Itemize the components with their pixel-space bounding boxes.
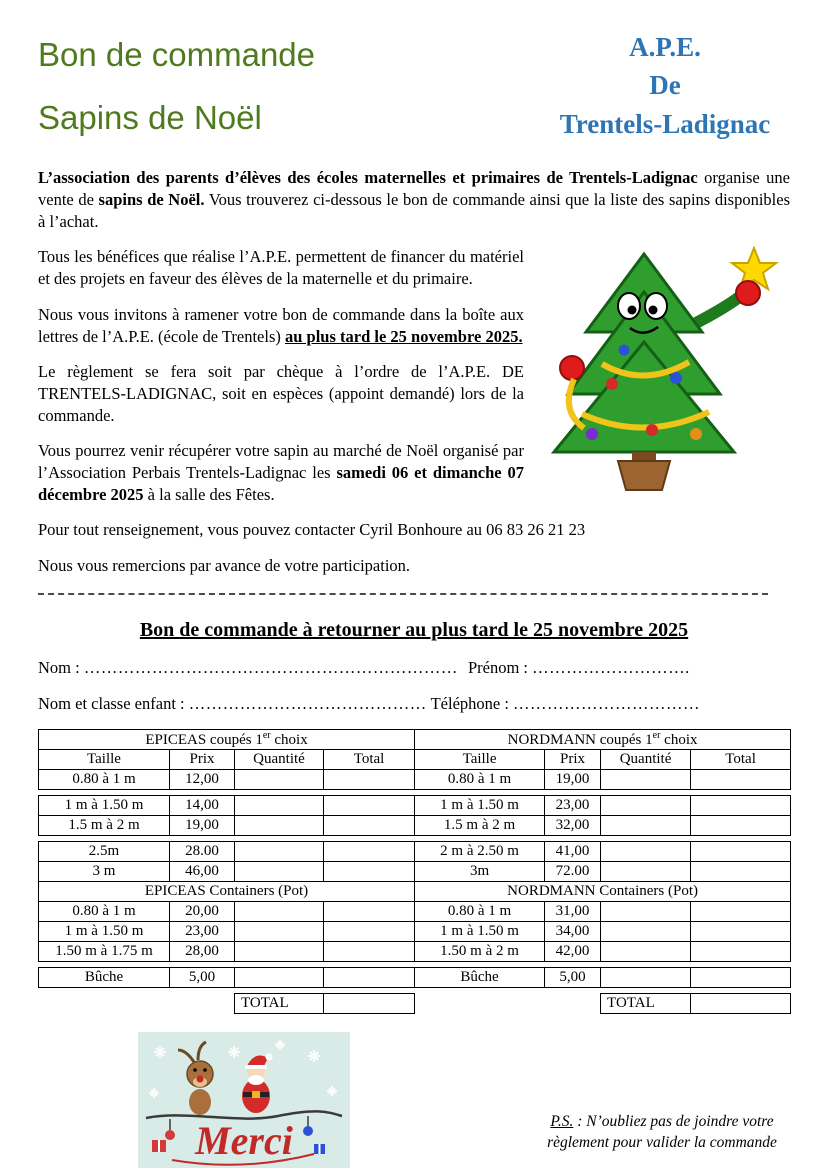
total-cell[interactable] xyxy=(691,921,791,941)
eye-left xyxy=(618,293,640,319)
total-cell[interactable] xyxy=(324,967,415,987)
prix-cell: 46,00 xyxy=(170,861,235,881)
ornament xyxy=(646,424,658,436)
prix-cell: 19,00 xyxy=(545,769,601,789)
col-header-prix: Prix xyxy=(545,749,601,769)
table-row xyxy=(39,841,791,861)
paragraph-contact: Pour tout renseignement, vous pouvez contacter Cyril Bonhoure au 06 83 26 21 23 xyxy=(38,520,586,540)
prix-cell: 28,00 xyxy=(170,941,235,961)
prix-cell: 28.00 xyxy=(170,841,235,861)
text-run: Vous pourrez venir récupérer votre sapin au marché de Noël organisé par l’Association Perbais Trentels-Ladignac les xyxy=(38,441,524,483)
prix-cell: 19,00 xyxy=(170,815,235,835)
nordmann-container-title: NORDMANN Containers (Pot) xyxy=(415,881,791,901)
total-cell[interactable] xyxy=(691,941,791,961)
nom-label: Nom : xyxy=(38,657,80,677)
text-run: Vous trouverez ci-dessous le bon de commande ainsi que la liste des sapins disponibles à l’achat. xyxy=(38,190,791,232)
ps-text: : N’oubliez pas de joindre votre règlement pour valider la commande xyxy=(547,1112,777,1151)
title-text: choix xyxy=(270,731,308,748)
total-cell[interactable] xyxy=(324,941,415,961)
quantity-cell[interactable] xyxy=(601,921,691,941)
ornament xyxy=(303,1126,313,1136)
intro-text xyxy=(38,167,790,577)
prix-cell: 72.00 xyxy=(545,861,601,881)
quantity-cell[interactable] xyxy=(601,769,691,789)
col-header-taille: Taille xyxy=(39,749,170,769)
table-total-row xyxy=(39,993,791,1013)
prix-cell: 5,00 xyxy=(545,967,601,987)
merci-illustration xyxy=(138,1032,350,1168)
text-run: organise une vente de xyxy=(38,167,790,210)
prix-cell: 5,00 xyxy=(170,967,235,987)
taille-cell: 0.80 à 1 m xyxy=(39,769,170,789)
col-header-prix: Prix xyxy=(170,749,235,769)
total-cell[interactable] xyxy=(324,769,415,789)
total-cell[interactable] xyxy=(691,861,791,881)
tree-trunk xyxy=(632,452,656,461)
taille-cell: 0.80 à 1 m xyxy=(39,901,170,921)
tree-bottom xyxy=(554,342,734,452)
quantity-cell[interactable] xyxy=(601,795,691,815)
empty-cell xyxy=(545,993,601,1013)
table-row xyxy=(39,815,791,835)
prix-cell: 23,00 xyxy=(545,795,601,815)
prix-cell: 32,00 xyxy=(545,815,601,835)
prix-cell: 14,00 xyxy=(170,795,235,815)
total-cell[interactable] xyxy=(324,861,415,881)
document-header xyxy=(38,26,790,143)
nom-field[interactable]: ………………………………………………………… xyxy=(83,657,458,677)
pupil-right xyxy=(649,306,658,315)
taille-cell: 0.80 à 1 m xyxy=(415,769,545,789)
table-row xyxy=(39,967,791,987)
christmas-tree-illustration xyxy=(534,246,790,492)
taille-cell: 1.5 m à 2 m xyxy=(39,815,170,835)
paragraph-reglement: Le règlement se fera soit par chèque à l’ordre de l’A.P.E. DE TRENTELS-LADIGNAC, soit en espèces (appoint demandé) lors de la commande. xyxy=(38,361,524,425)
epiceas-container-title: EPICEAS Containers (Pot) xyxy=(39,881,415,901)
quantity-cell[interactable] xyxy=(235,921,324,941)
table-row xyxy=(39,901,791,921)
taille-cell: 3m xyxy=(415,861,545,881)
quantity-cell[interactable] xyxy=(235,841,324,861)
order-table xyxy=(38,729,791,1014)
text-run: à la salle des Fêtes. xyxy=(143,485,275,505)
total-cell[interactable] xyxy=(691,967,791,987)
ornament xyxy=(586,428,598,440)
taille-cell: 1 m à 1.50 m xyxy=(39,921,170,941)
telephone-label: Téléphone : xyxy=(430,693,509,713)
prix-cell: 23,00 xyxy=(170,921,235,941)
total-cell[interactable] xyxy=(691,795,791,815)
text-run: Nous vous invitons à ramener votre bon de commande dans la boîte aux lettres de l’A.P.E. (école de Trentels) xyxy=(38,304,524,346)
quantity-cell[interactable] xyxy=(235,769,324,789)
prix-cell: 34,00 xyxy=(545,921,601,941)
red-glove-right xyxy=(736,281,760,305)
grand-total-cell[interactable] xyxy=(691,993,791,1013)
quantity-cell[interactable] xyxy=(601,841,691,861)
taille-cell: 1.50 m à 1.75 m xyxy=(39,941,170,961)
taille-cell: 1.50 m à 2 m xyxy=(415,941,545,961)
title-text: choix xyxy=(660,731,698,748)
quantity-cell[interactable] xyxy=(601,815,691,835)
org-name xyxy=(540,26,790,143)
total-cell[interactable] xyxy=(324,841,415,861)
taille-cell: 3 m xyxy=(39,861,170,881)
ornament xyxy=(619,345,630,356)
quantity-cell[interactable] xyxy=(601,901,691,921)
quantity-cell[interactable] xyxy=(601,941,691,961)
total-cell[interactable] xyxy=(324,795,415,815)
col-header-taille: Taille xyxy=(415,749,545,769)
prenom-label: Prénom : xyxy=(467,657,529,677)
total-label: TOTAL xyxy=(601,993,691,1013)
doc-title-line2: Sapins de Noël xyxy=(38,99,262,136)
table-row xyxy=(39,795,791,815)
empty-cell xyxy=(170,993,235,1013)
taille-cell: Bûche xyxy=(415,967,545,987)
taille-cell: 2.5m xyxy=(39,841,170,861)
total-cell[interactable] xyxy=(324,901,415,921)
form-line-nom xyxy=(38,658,790,678)
total-cell[interactable] xyxy=(691,841,791,861)
ornament xyxy=(690,428,702,440)
prix-cell: 20,00 xyxy=(170,901,235,921)
total-cell[interactable] xyxy=(691,901,791,921)
deadline-text: au plus tard le 25 novembre 2025. xyxy=(284,326,523,346)
taille-cell: 1 m à 1.50 m xyxy=(415,921,545,941)
ps-label: P.S. xyxy=(550,1112,574,1130)
taille-cell: 1 m à 1.50 m xyxy=(39,795,170,815)
org-line3: Trentels-Ladignac xyxy=(559,108,771,139)
epiceas-cut-title xyxy=(39,729,415,749)
table-section-title-row xyxy=(39,729,791,749)
red-glove-left xyxy=(560,356,584,380)
quantity-cell[interactable] xyxy=(601,967,691,987)
total-cell[interactable] xyxy=(691,769,791,789)
total-cell[interactable] xyxy=(324,815,415,835)
col-header-quantite: Quantité xyxy=(235,749,324,769)
classe-label: Nom et classe enfant : xyxy=(38,693,185,713)
prix-cell: 31,00 xyxy=(545,901,601,921)
table-section-title-row xyxy=(39,881,791,901)
title-sup: er xyxy=(652,729,661,741)
nordmann-cut-title xyxy=(415,729,791,749)
taille-cell: 1 m à 1.50 m xyxy=(415,795,545,815)
ornament xyxy=(670,372,682,384)
tree-pot xyxy=(618,461,670,490)
prenom-field[interactable]: ………………………. xyxy=(532,657,690,677)
paragraph-remerciement: Nous vous remercions par avance de votre participation. xyxy=(38,555,411,575)
table-row xyxy=(39,861,791,881)
total-cell[interactable] xyxy=(324,921,415,941)
quantity-cell[interactable] xyxy=(235,861,324,881)
bottom-section xyxy=(38,1032,790,1168)
total-cell[interactable] xyxy=(691,815,791,835)
table-row xyxy=(39,769,791,789)
order-form-heading xyxy=(38,619,790,642)
market-dates-text: samedi 06 et dimanche 07 décembre 2025 xyxy=(38,463,524,505)
telephone-field[interactable]: …………………………… xyxy=(513,693,701,713)
empty-cell xyxy=(39,993,170,1013)
empty-cell xyxy=(415,993,545,1013)
table-header-row xyxy=(39,749,791,769)
classe-field[interactable]: …………………………………… xyxy=(188,693,427,713)
col-header-quantite: Quantité xyxy=(601,749,691,769)
col-header-total: Total xyxy=(691,749,791,769)
grand-total-cell[interactable] xyxy=(324,993,415,1013)
dashed-divider xyxy=(38,593,768,595)
quantity-cell[interactable] xyxy=(235,941,324,961)
prix-cell: 42,00 xyxy=(545,941,601,961)
col-header-total: Total xyxy=(324,749,415,769)
title-text: NORDMANN coupés 1 xyxy=(507,731,653,748)
text-run-bold: sapins de Noël. xyxy=(98,190,205,210)
title-text: EPICEAS coupés 1 xyxy=(145,731,263,748)
quantity-cell[interactable] xyxy=(235,815,324,835)
table-row xyxy=(39,921,791,941)
ornament xyxy=(165,1130,175,1140)
title-sup: er xyxy=(262,729,271,741)
quantity-cell[interactable] xyxy=(235,901,324,921)
ps-note xyxy=(538,1112,786,1154)
org-line2: De xyxy=(649,70,681,101)
taille-cell: 0.80 à 1 m xyxy=(415,901,545,921)
pupil-left xyxy=(628,306,637,315)
org-line1: A.P.E. xyxy=(629,32,701,62)
taille-cell: 1.5 m à 2 m xyxy=(415,815,545,835)
ornament xyxy=(606,378,618,390)
taille-cell: Bûche xyxy=(39,967,170,987)
prix-cell: 12,00 xyxy=(170,769,235,789)
quantity-cell[interactable] xyxy=(235,967,324,987)
doc-title xyxy=(38,26,315,134)
doc-title-line1: Bon de commande xyxy=(38,36,316,73)
quantity-cell[interactable] xyxy=(235,795,324,815)
text-run-bold: L’association des parents d’élèves des écoles maternelles et primaires de Trentels-Ladignac xyxy=(38,167,698,187)
paragraph-benefices: Tous les bénéfices que réalise l’A.P.E. permettent de financer du matériel et des projets en faveur des élèves de la maternelle et du primaire. xyxy=(38,247,524,289)
eye-right xyxy=(645,293,667,319)
taille-cell: 2 m à 2.50 m xyxy=(415,841,545,861)
total-label: TOTAL xyxy=(235,993,324,1013)
order-form-heading-text: Bon de commande à retourner au plus tard le 25 novembre 2025 xyxy=(139,618,689,641)
prix-cell: 41,00 xyxy=(545,841,601,861)
christmas-tree-image xyxy=(534,246,790,492)
form-line-classe xyxy=(38,694,790,714)
merci-image xyxy=(138,1032,350,1168)
table-row xyxy=(39,941,791,961)
quantity-cell[interactable] xyxy=(601,861,691,881)
merci-text: Merci xyxy=(195,1117,293,1163)
paragraph-association xyxy=(38,167,790,233)
